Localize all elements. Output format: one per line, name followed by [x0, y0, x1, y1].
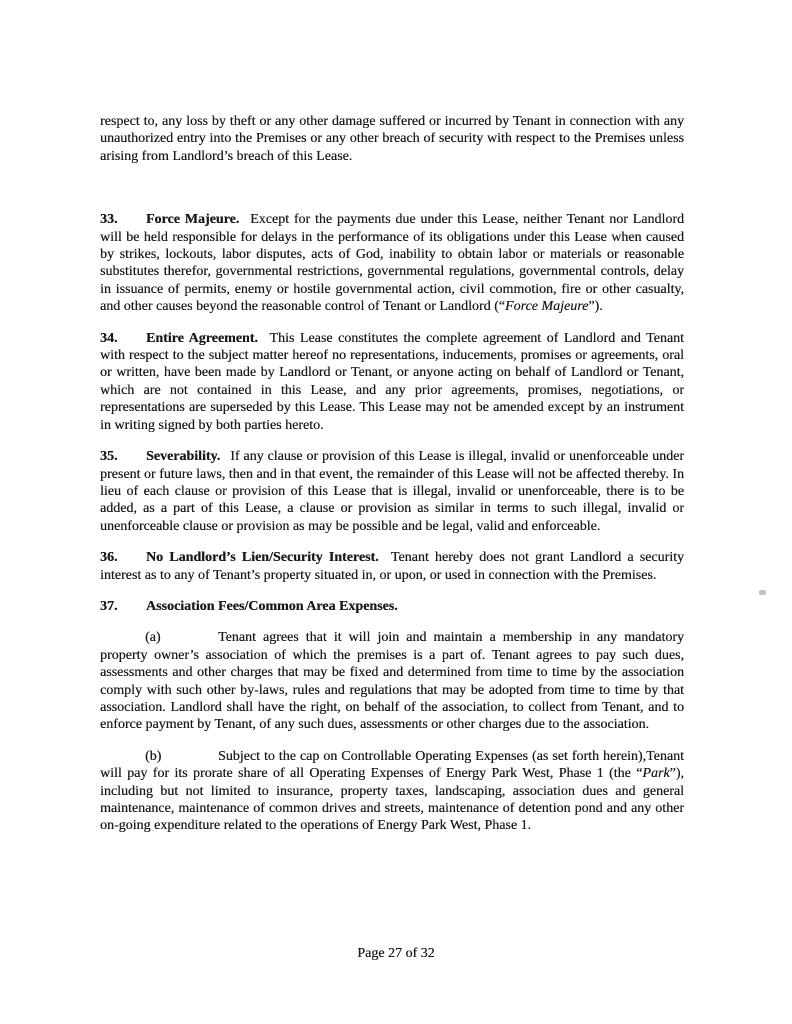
- section-33-number: 33.: [100, 212, 118, 228]
- section-34-number: 34.: [100, 330, 118, 346]
- section-35-heading: Severability.: [146, 449, 221, 465]
- section-37-number: 37.: [100, 598, 118, 614]
- section-33-paragraph: [100, 211, 684, 315]
- intro-paragraph-text: respect to, any loss by theft or any other damage suffered or incurred by Tenant in connection with any unauthorized entry into the Premises or any other breach of security with respect to the Premises unless arising from Landlord’s breach of this Lease.: [100, 114, 684, 164]
- subsection-b-defined-term: Park: [642, 766, 670, 782]
- subsection-b-body: Subject to the cap on Controllable Operating Expenses (as set forth herein),Tenant will pay for its prorate share of all Operating Expenses of Energy Park West, Phase 1 (the “: [100, 748, 684, 782]
- section-35-paragraph: [100, 448, 684, 535]
- scan-artifact-speck: [759, 590, 766, 595]
- subsection-b-marker: (b): [145, 748, 162, 764]
- section-36-paragraph: [100, 549, 684, 584]
- section-35-number: 35.: [100, 449, 118, 465]
- section-34-body: This Lease constitutes the complete agreement of Landlord and Tenant with respect to the subject matter hereof no representations, inducements, promises or agreements, oral or written, have been made by Landlord or Tenant, or anyone acting on behalf of Landlord or Tenant, which are not contained in this Lease, and any prior agreements, promises, negotiations, or representations are superseded by this Lease. This Lease may not be amended except by an instrument in writing signed by both parties hereto.: [100, 330, 684, 433]
- section-33-body-end: ”).: [588, 299, 603, 315]
- section-33-heading: Force Majeure.: [146, 212, 240, 228]
- section-36-number: 36.: [100, 550, 118, 566]
- section-36-body: Tenant hereby does not grant Landlord a security interest as to any of Tenant’s property situated in, or upon, or used in connection with the Premises.: [100, 550, 685, 583]
- intro-paragraph: [100, 113, 684, 165]
- page-number: Page 27 of 32: [357, 946, 435, 961]
- subsection-a-marker: (a): [145, 630, 161, 646]
- page-body-text: [100, 113, 684, 849]
- section-37-heading: Association Fees/Common Area Expenses.: [146, 598, 398, 614]
- subsection-a-paragraph: [100, 629, 684, 733]
- section-33-defined-term: Force Majeure: [505, 299, 589, 315]
- section-34-paragraph: [100, 330, 684, 434]
- section-37-heading-paragraph: [100, 598, 684, 615]
- subsection-b-paragraph: [100, 748, 684, 835]
- section-36-heading: No Landlord’s Lien/Security Interest.: [146, 550, 379, 566]
- section-34-heading: Entire Agreement.: [146, 330, 258, 346]
- subsection-b-body-end: ”), including but not limited to insurance, property taxes, landscaping, association dues and general maintenance, maintenance of common drives and streets, maintenance of detention pond and any other on-going expenditure related to the operations of Energy Park West, Phase 1.: [100, 766, 684, 834]
- subsection-a-body: Tenant agrees that it will join and maintain a membership in any mandatory property owner’s association of which the premises is a part of. Tenant agrees to pay such dues, assessments and other charges that may be fixed and determined from time to time by the association comply with such other by-laws, rules and regulations that may be adopted from time to time by that association. Landlord shall have the right, on behalf of the association, to collect from Tenant, and to enforce payment by Tenant, of any such dues, assessments or other charges due to the association.: [100, 630, 684, 733]
- section-33-body: Except for the payments due under this Lease, neither Tenant nor Landlord will be held responsible for delays in the performance of its obligations under this Lease when caused by strikes, lockouts, labor disputes, acts of God, inability to obtain labor or materials or reasonable substitutes therefor, governmental restrictions, governmental regulations, governmental controls, delay in issuance of permits, enemy or hostile governmental action, civil commotion, fire or other casualty, and other causes beyond the reasonable control of Tenant or Landlord (“: [100, 212, 685, 315]
- section-35-body: If any clause or provision of this Lease is illegal, invalid or unenforceable under present or future laws, then and in that event, the remainder of this Lease will not be affected thereby. In lieu of each clause or provision of this Lease that is illegal, invalid or unenforceable, there is to be added, as a part of this Lease, a clause or provision as similar in terms to such illegal, invalid or unenforceable clause or provision as may be possible and be legal, valid and enforceable.: [100, 449, 684, 534]
